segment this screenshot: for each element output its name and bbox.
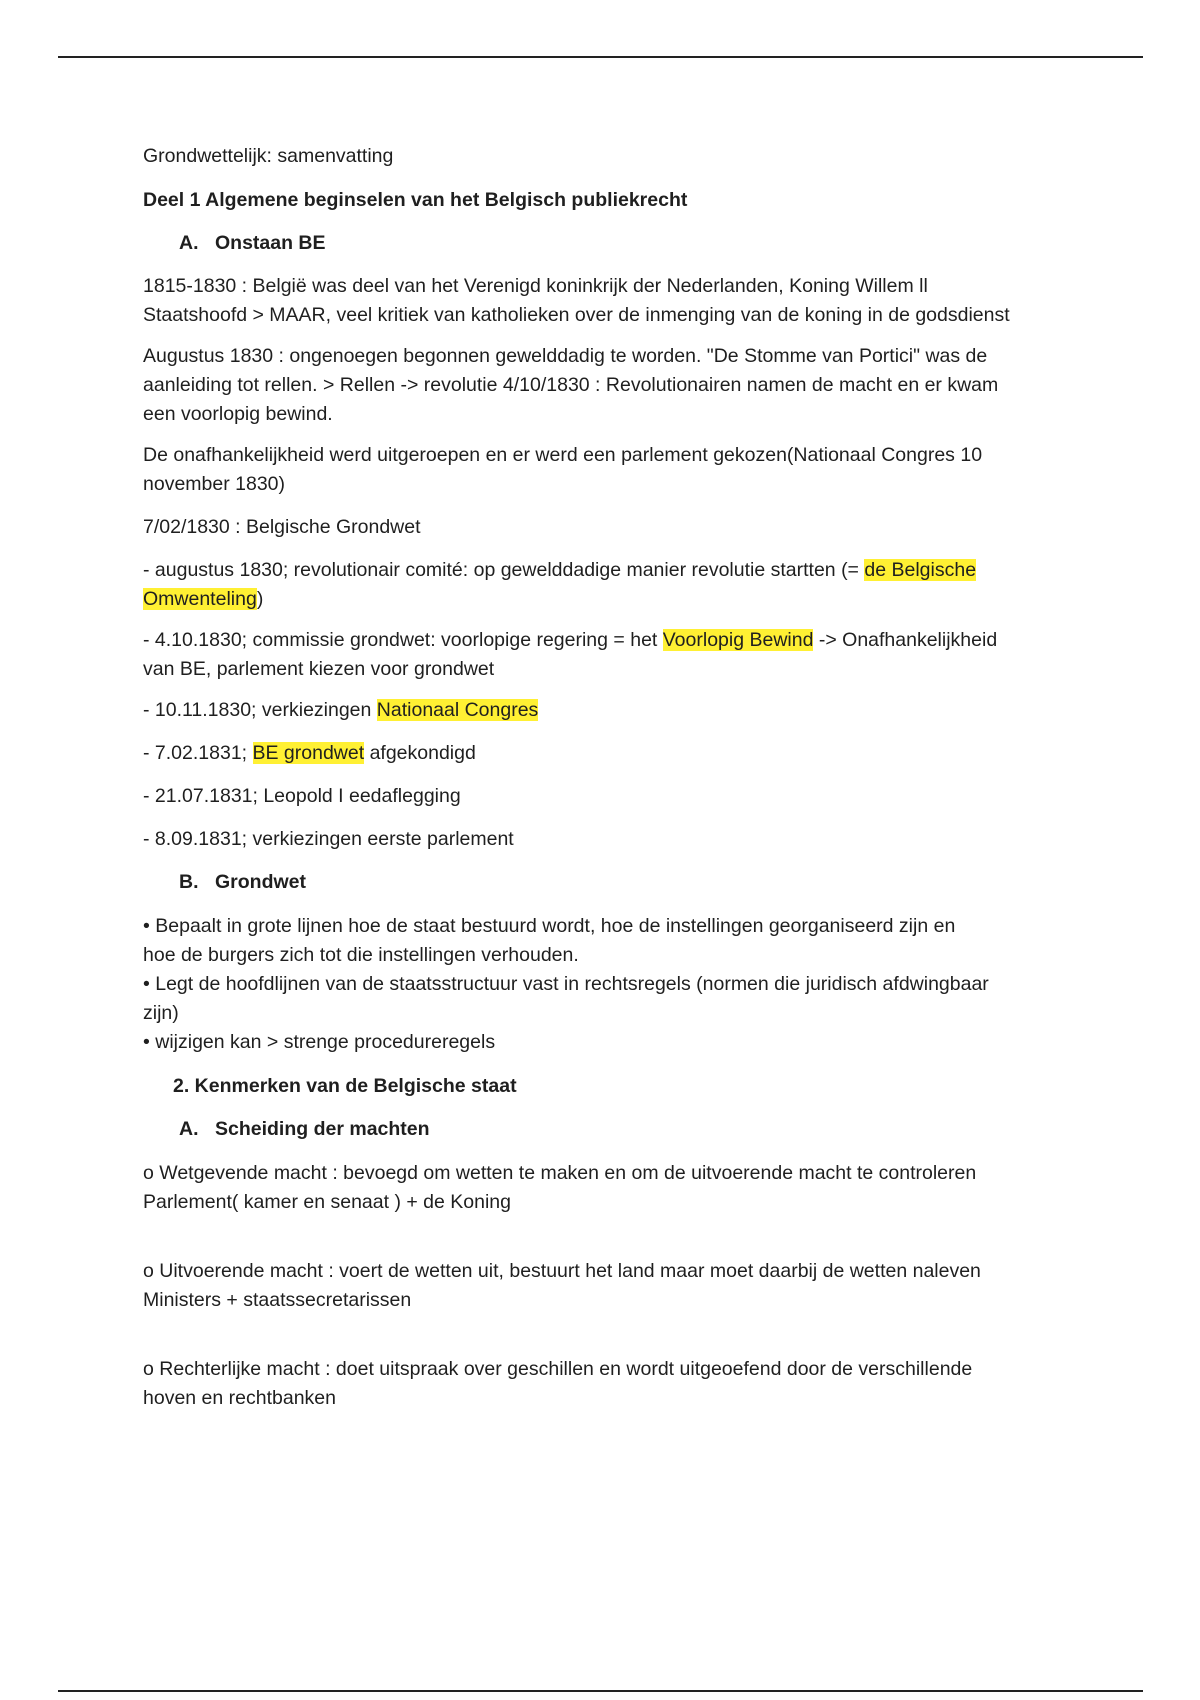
paragraph-line: [143, 556, 1078, 585]
paragraph-line: [143, 626, 1078, 655]
section-b-label: B.: [179, 871, 199, 893]
highlight-be-grondwet: BE grondwet: [252, 742, 365, 764]
paragraph-line: 1815-1830 : België was deel van het Verenigd koninkrijk der Nederlanden, Koning Willem ll: [143, 275, 928, 297]
bullet-line: • Legt de hoofdlijnen van de staatsstructuur vast in rechtsregels (normen die juridisch afdwingbaar: [143, 973, 989, 995]
macht-wetgevend: [143, 1159, 1078, 1217]
section-2-heading: 2. Kenmerken van de Belgische staat: [173, 1075, 517, 1097]
timeline-text: afgekondigd: [364, 742, 476, 764]
highlight-voorlopig-bewind: Voorlopig Bewind: [662, 629, 814, 651]
timeline-item-omwenteling: [143, 556, 1078, 614]
highlight-omwenteling: Omwenteling: [143, 588, 257, 610]
timeline-item-voorlopig-bewind: [143, 626, 1078, 684]
section-a2-label: A.: [179, 1118, 199, 1140]
page-bottom-rule: [58, 1690, 1143, 1692]
paragraph-line: Augustus 1830 : ongenoegen begonnen gewelddadig te worden. "De Stomme van Portici" was de: [143, 345, 988, 367]
section-a-title: Onstaan BE: [215, 232, 326, 254]
section-b-heading: [143, 868, 1078, 897]
timeline-item-be-grondwet: [143, 739, 1078, 768]
timeline-text: - 4.10.1830; commissie grondwet: voorlopige regering = het: [143, 629, 663, 651]
timeline-text: -> Onafhankelijkheid: [813, 629, 998, 651]
section-a-label: A.: [179, 232, 199, 254]
grondwet-bullets: [143, 912, 1078, 1057]
paragraph-line: o Rechterlijke macht : doet uitspraak over geschillen en wordt uitgeoefend door de verschillende: [143, 1358, 973, 1380]
macht-uitvoerend: [143, 1257, 1078, 1315]
section-a-heading: [143, 229, 1078, 258]
timeline-text: - 10.11.1830; verkiezingen: [143, 699, 377, 721]
bullet-line: • wijzigen kan > strenge procedureregels: [143, 1031, 496, 1053]
bullet-line: • Bepaalt in grote lijnen hoe de staat bestuurd wordt, hoe de instellingen georganiseerd zijn en: [143, 915, 956, 937]
document-title: Grondwettelijk: samenvatting: [143, 145, 394, 167]
paragraph-augustus-1830: [143, 342, 1078, 429]
paragraph-line: november 1830): [143, 473, 286, 495]
paragraph-line: Staatshoofd > MAAR, veel kritiek van katholieken over de inmenging van de koning in de godsdienst: [143, 304, 1010, 326]
paragraph-line: o Uitvoerende macht : voert de wetten uit, bestuurt het land maar moet daarbij de wetten naleven: [143, 1260, 981, 1282]
paragraph-grondwet-date: 7/02/1830 : Belgische Grondwet: [143, 516, 421, 538]
paragraph-onafhankelijkheid: [143, 441, 1078, 499]
timeline-text: - augustus 1830; revolutionair comité: op gewelddadige manier revolutie startten (=: [143, 559, 865, 581]
paragraph-line: aanleiding tot rellen. > Rellen -> revolutie 4/10/1830 : Revolutionairen namen de macht en er kwam: [143, 374, 999, 396]
paragraph-line: De onafhankelijkheid werd uitgeroepen en er werd een parlement gekozen(Nationaal Congres 10: [143, 444, 983, 466]
timeline-text: ): [256, 588, 264, 610]
section-a2-heading: [143, 1115, 1078, 1144]
section-a2-title: Scheiding der machten: [215, 1118, 430, 1140]
highlight-nationaal-congres: Nationaal Congres: [376, 699, 539, 721]
document-body: [143, 142, 1078, 1413]
timeline-item-leopold: - 21.07.1831; Leopold I eedaflegging: [143, 785, 461, 807]
paragraph-line: van BE, parlement kiezen voor grondwet: [143, 658, 495, 680]
highlight-belgische: de Belgische: [864, 559, 977, 581]
timeline-item-nationaal-congres: [143, 696, 1078, 725]
paragraph-1815-1830: [143, 272, 1078, 330]
macht-rechterlijk: [143, 1355, 1078, 1413]
section-b-title: Grondwet: [215, 871, 306, 893]
bullet-line: zijn): [143, 1002, 179, 1024]
page-top-rule: [58, 56, 1143, 58]
paragraph-line: Ministers + staatssecretarissen: [143, 1289, 412, 1311]
timeline-text: - 7.02.1831;: [143, 742, 253, 764]
paragraph-line: [143, 585, 1078, 614]
paragraph-line: o Wetgevende macht : bevoegd om wetten te maken en om de uitvoerende macht te controleren: [143, 1162, 977, 1184]
paragraph-line: Parlement( kamer en senaat ) + de Koning: [143, 1191, 511, 1213]
paragraph-line: een voorlopig bewind.: [143, 403, 333, 425]
timeline-item-parlement: - 8.09.1831; verkiezingen eerste parlement: [143, 828, 514, 850]
paragraph-line: hoven en rechtbanken: [143, 1387, 336, 1409]
part1-heading: Deel 1 Algemene beginselen van het Belgisch publiekrecht: [143, 189, 688, 211]
bullet-line: hoe de burgers zich tot die instellingen verhouden.: [143, 944, 579, 966]
